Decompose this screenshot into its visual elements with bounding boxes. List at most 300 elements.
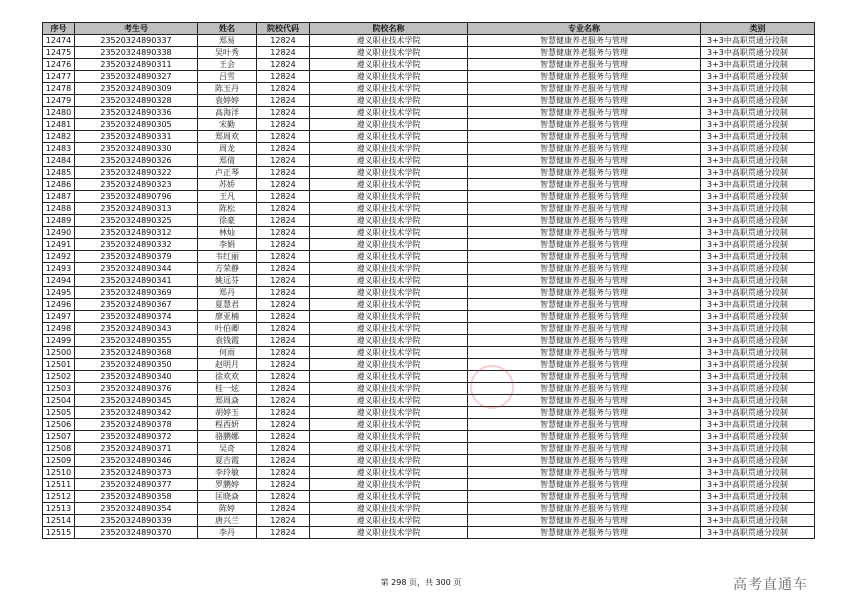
cell-major-name: 智慧健康养老服务与管理 (468, 59, 701, 71)
cell-category: 3+3中高职贯通分段制 (701, 275, 815, 287)
cell-major-name: 智慧健康养老服务与管理 (468, 527, 701, 539)
cell-index: 12489 (43, 215, 75, 227)
table-row (43, 47, 815, 59)
cell-exam-number: 23520324890338 (75, 47, 198, 59)
cell-major-name: 智慧健康养老服务与管理 (468, 251, 701, 263)
cell-major-name: 智慧健康养老服务与管理 (468, 419, 701, 431)
cell-index: 12478 (43, 83, 75, 95)
cell-index: 12474 (43, 35, 75, 47)
cell-name: 高海洋 (198, 107, 257, 119)
cell-name: 李娟 (198, 239, 257, 251)
cell-school-name: 遵义职业技术学院 (310, 131, 468, 143)
cell-index: 12501 (43, 359, 75, 371)
cell-school-code: 12824 (257, 35, 310, 47)
cell-exam-number: 23520324890344 (75, 263, 198, 275)
cell-category: 3+3中高职贯通分段制 (701, 263, 815, 275)
cell-category: 3+3中高职贯通分段制 (701, 359, 815, 371)
table-row (43, 443, 815, 455)
cell-school-name: 遵义职业技术学院 (310, 47, 468, 59)
cell-major-name: 智慧健康养老服务与管理 (468, 83, 701, 95)
cell-index: 12502 (43, 371, 75, 383)
cell-name: 骆鹏娜 (198, 431, 257, 443)
cell-name: 何雨 (198, 347, 257, 359)
cell-school-name: 遵义职业技术学院 (310, 383, 468, 395)
table-header (43, 23, 815, 35)
cell-name: 李丹 (198, 527, 257, 539)
cell-exam-number: 23520324890379 (75, 251, 198, 263)
cell-index: 12495 (43, 287, 75, 299)
cell-index: 12500 (43, 347, 75, 359)
cell-index: 12488 (43, 203, 75, 215)
cell-category: 3+3中高职贯通分段制 (701, 71, 815, 83)
cell-category: 3+3中高职贯通分段制 (701, 443, 815, 455)
table-row (43, 491, 815, 503)
cell-school-name: 遵义职业技术学院 (310, 311, 468, 323)
cell-exam-number: 23520324890336 (75, 107, 198, 119)
cell-name: 陈玉丹 (198, 83, 257, 95)
table-row (43, 71, 815, 83)
cell-exam-number: 23520324890345 (75, 395, 198, 407)
table-row (43, 131, 815, 143)
cell-school-code: 12824 (257, 179, 310, 191)
cell-index: 12487 (43, 191, 75, 203)
cell-school-code: 12824 (257, 503, 310, 515)
cell-name: 郑丹 (198, 287, 257, 299)
cell-school-name: 遵义职业技术学院 (310, 83, 468, 95)
cell-category: 3+3中高职贯通分段制 (701, 239, 815, 251)
watermark-seal-icon (470, 365, 514, 409)
cell-school-name: 遵义职业技术学院 (310, 203, 468, 215)
cell-exam-number: 23520324890371 (75, 443, 198, 455)
cell-name: 林灿 (198, 227, 257, 239)
cell-school-code: 12824 (257, 119, 310, 131)
cell-exam-number: 23520324890346 (75, 455, 198, 467)
header-school-name: 院校名称 (310, 23, 468, 35)
cell-name: 郑周焱 (198, 395, 257, 407)
cell-index: 12485 (43, 167, 75, 179)
cell-exam-number: 23520324890328 (75, 95, 198, 107)
cell-name: 桂一炫 (198, 383, 257, 395)
cell-category: 3+3中高职贯通分段制 (701, 419, 815, 431)
cell-name: 匡晓焱 (198, 491, 257, 503)
cell-index: 12475 (43, 47, 75, 59)
cell-index: 12486 (43, 179, 75, 191)
cell-school-name: 遵义职业技术学院 (310, 431, 468, 443)
cell-category: 3+3中高职贯通分段制 (701, 227, 815, 239)
cell-school-name: 遵义职业技术学院 (310, 119, 468, 131)
cell-school-code: 12824 (257, 395, 310, 407)
cell-exam-number: 23520324890332 (75, 239, 198, 251)
cell-major-name: 智慧健康养老服务与管理 (468, 371, 701, 383)
cell-school-code: 12824 (257, 167, 310, 179)
table-row (43, 263, 815, 275)
cell-major-name: 智慧健康养老服务与管理 (468, 107, 701, 119)
cell-index: 12498 (43, 323, 75, 335)
cell-exam-number: 23520324890311 (75, 59, 198, 71)
cell-major-name: 智慧健康养老服务与管理 (468, 311, 701, 323)
cell-index: 12514 (43, 515, 75, 527)
cell-school-code: 12824 (257, 203, 310, 215)
cell-school-code: 12824 (257, 275, 310, 287)
table-row (43, 59, 815, 71)
cell-category: 3+3中高职贯通分段制 (701, 431, 815, 443)
cell-category: 3+3中高职贯通分段制 (701, 167, 815, 179)
cell-school-code: 12824 (257, 47, 310, 59)
table-row (43, 203, 815, 215)
cell-category: 3+3中高职贯通分段制 (701, 299, 815, 311)
cell-category: 3+3中高职贯通分段制 (701, 383, 815, 395)
cell-major-name: 智慧健康养老服务与管理 (468, 515, 701, 527)
cell-name: 方荣静 (198, 263, 257, 275)
table-row (43, 251, 815, 263)
cell-school-name: 遵义职业技术学院 (310, 479, 468, 491)
table-row (43, 431, 815, 443)
cell-index: 12494 (43, 275, 75, 287)
cell-school-name: 遵义职业技术学院 (310, 143, 468, 155)
cell-major-name: 智慧健康养老服务与管理 (468, 215, 701, 227)
cell-index: 12491 (43, 239, 75, 251)
cell-school-name: 遵义职业技术学院 (310, 323, 468, 335)
admission-list-table (42, 22, 815, 539)
cell-exam-number: 23520324890354 (75, 503, 198, 515)
cell-exam-number: 23520324890313 (75, 203, 198, 215)
cell-school-name: 遵义职业技术学院 (310, 215, 468, 227)
table-row (43, 323, 815, 335)
cell-exam-number: 23520324890367 (75, 299, 198, 311)
cell-major-name: 智慧健康养老服务与管理 (468, 491, 701, 503)
cell-school-name: 遵义职业技术学院 (310, 347, 468, 359)
brand-logo-text: 高考直通车 (733, 577, 808, 593)
cell-exam-number: 23520324890327 (75, 71, 198, 83)
header-index: 序号 (43, 23, 75, 35)
table-row (43, 35, 815, 47)
cell-school-code: 12824 (257, 59, 310, 71)
cell-category: 3+3中高职贯通分段制 (701, 479, 815, 491)
table-row (43, 347, 815, 359)
cell-index: 12503 (43, 383, 75, 395)
cell-exam-number: 23520324890374 (75, 311, 198, 323)
cell-name: 郑倩 (198, 155, 257, 167)
cell-category: 3+3中高职贯通分段制 (701, 455, 815, 467)
cell-name: 吴奇 (198, 443, 257, 455)
cell-index: 12493 (43, 263, 75, 275)
cell-category: 3+3中高职贯通分段制 (701, 35, 815, 47)
cell-school-name: 遵义职业技术学院 (310, 395, 468, 407)
cell-name: 苏娇 (198, 179, 257, 191)
cell-major-name: 智慧健康养老服务与管理 (468, 71, 701, 83)
cell-category: 3+3中高职贯通分段制 (701, 491, 815, 503)
cell-exam-number: 23520324890342 (75, 407, 198, 419)
cell-exam-number: 23520324890355 (75, 335, 198, 347)
cell-category: 3+3中高职贯通分段制 (701, 155, 815, 167)
cell-school-code: 12824 (257, 467, 310, 479)
cell-exam-number: 23520324890796 (75, 191, 198, 203)
cell-school-code: 12824 (257, 527, 310, 539)
cell-exam-number: 23520324890350 (75, 359, 198, 371)
cell-name: 卢正琴 (198, 167, 257, 179)
cell-index: 12509 (43, 455, 75, 467)
cell-major-name: 智慧健康养老服务与管理 (468, 275, 701, 287)
cell-name: 宋勤 (198, 119, 257, 131)
cell-category: 3+3中高职贯通分段制 (701, 119, 815, 131)
cell-major-name: 智慧健康养老服务与管理 (468, 167, 701, 179)
cell-major-name: 智慧健康养老服务与管理 (468, 191, 701, 203)
cell-category: 3+3中高职贯通分段制 (701, 95, 815, 107)
cell-major-name: 智慧健康养老服务与管理 (468, 455, 701, 467)
cell-school-name: 遵义职业技术学院 (310, 407, 468, 419)
cell-index: 12476 (43, 59, 75, 71)
cell-major-name: 智慧健康养老服务与管理 (468, 203, 701, 215)
cell-school-name: 遵义职业技术学院 (310, 59, 468, 71)
cell-major-name: 智慧健康养老服务与管理 (468, 347, 701, 359)
table-row (43, 83, 815, 95)
table-body (43, 35, 815, 539)
cell-index: 12490 (43, 227, 75, 239)
cell-name: 罗鹏婷 (198, 479, 257, 491)
cell-index: 12510 (43, 467, 75, 479)
cell-index: 12513 (43, 503, 75, 515)
cell-category: 3+3中高职贯通分段制 (701, 131, 815, 143)
cell-school-code: 12824 (257, 311, 310, 323)
cell-index: 12497 (43, 311, 75, 323)
cell-exam-number: 23520324890343 (75, 323, 198, 335)
cell-index: 12482 (43, 131, 75, 143)
cell-category: 3+3中高职贯通分段制 (701, 251, 815, 263)
cell-category: 3+3中高职贯通分段制 (701, 143, 815, 155)
header-name: 姓名 (198, 23, 257, 35)
cell-major-name: 智慧健康养老服务与管理 (468, 155, 701, 167)
table-row (43, 167, 815, 179)
cell-major-name: 智慧健康养老服务与管理 (468, 143, 701, 155)
table-row (43, 407, 815, 419)
cell-exam-number: 23520324890372 (75, 431, 198, 443)
cell-major-name: 智慧健康养老服务与管理 (468, 179, 701, 191)
table-row (43, 287, 815, 299)
header-category: 类别 (701, 23, 815, 35)
cell-school-name: 遵义职业技术学院 (310, 179, 468, 191)
cell-index: 12505 (43, 407, 75, 419)
cell-school-code: 12824 (257, 371, 310, 383)
cell-exam-number: 23520324890322 (75, 167, 198, 179)
header-exam-number: 考生号 (75, 23, 198, 35)
cell-school-code: 12824 (257, 515, 310, 527)
cell-name: 赵明月 (198, 359, 257, 371)
cell-school-code: 12824 (257, 83, 310, 95)
cell-exam-number: 23520324890305 (75, 119, 198, 131)
header-school-code: 院校代码 (257, 23, 310, 35)
cell-index: 12506 (43, 419, 75, 431)
cell-school-name: 遵义职业技术学院 (310, 455, 468, 467)
cell-school-name: 遵义职业技术学院 (310, 251, 468, 263)
cell-school-code: 12824 (257, 107, 310, 119)
cell-school-code: 12824 (257, 407, 310, 419)
table-row (43, 515, 815, 527)
cell-school-name: 遵义职业技术学院 (310, 419, 468, 431)
cell-school-code: 12824 (257, 227, 310, 239)
cell-school-code: 12824 (257, 251, 310, 263)
table-row (43, 191, 815, 203)
cell-index: 12507 (43, 431, 75, 443)
cell-name: 袁钱霞 (198, 335, 257, 347)
cell-school-code: 12824 (257, 491, 310, 503)
table-row (43, 503, 815, 515)
cell-name: 陈松 (198, 203, 257, 215)
cell-major-name: 智慧健康养老服务与管理 (468, 263, 701, 275)
cell-name: 郑周欢 (198, 131, 257, 143)
cell-school-code: 12824 (257, 383, 310, 395)
cell-school-name: 遵义职业技术学院 (310, 467, 468, 479)
cell-category: 3+3中高职贯通分段制 (701, 203, 815, 215)
table-row (43, 215, 815, 227)
cell-index: 12511 (43, 479, 75, 491)
cell-school-code: 12824 (257, 419, 310, 431)
cell-category: 3+3中高职贯通分段制 (701, 335, 815, 347)
cell-school-code: 12824 (257, 287, 310, 299)
table-row (43, 479, 815, 491)
cell-school-name: 遵义职业技术学院 (310, 299, 468, 311)
cell-name: 吕雪 (198, 71, 257, 83)
cell-name: 胡婷玉 (198, 407, 257, 419)
cell-exam-number: 23520324890339 (75, 515, 198, 527)
cell-major-name: 智慧健康养老服务与管理 (468, 323, 701, 335)
cell-name: 陈婷 (198, 503, 257, 515)
cell-school-code: 12824 (257, 299, 310, 311)
cell-major-name: 智慧健康养老服务与管理 (468, 131, 701, 143)
cell-school-code: 12824 (257, 215, 310, 227)
cell-exam-number: 23520324890341 (75, 275, 198, 287)
cell-school-code: 12824 (257, 191, 310, 203)
cell-name: 韦红丽 (198, 251, 257, 263)
cell-name: 王凡 (198, 191, 257, 203)
table-row (43, 311, 815, 323)
cell-name: 廖亚楠 (198, 311, 257, 323)
table-row (43, 155, 815, 167)
cell-school-code: 12824 (257, 479, 310, 491)
cell-category: 3+3中高职贯通分段制 (701, 503, 815, 515)
cell-name: 夏慧君 (198, 299, 257, 311)
cell-name: 李玲敏 (198, 467, 257, 479)
table-row (43, 119, 815, 131)
cell-major-name: 智慧健康养老服务与管理 (468, 35, 701, 47)
cell-school-code: 12824 (257, 131, 310, 143)
table-row (43, 383, 815, 395)
cell-school-name: 遵义职业技术学院 (310, 95, 468, 107)
cell-index: 12480 (43, 107, 75, 119)
cell-category: 3+3中高职贯通分段制 (701, 287, 815, 299)
table-row (43, 227, 815, 239)
cell-school-code: 12824 (257, 455, 310, 467)
cell-category: 3+3中高职贯通分段制 (701, 83, 815, 95)
cell-exam-number: 23520324890331 (75, 131, 198, 143)
cell-school-code: 12824 (257, 155, 310, 167)
cell-school-name: 遵义职业技术学院 (310, 107, 468, 119)
table-row (43, 275, 815, 287)
table-row (43, 527, 815, 539)
cell-name: 吴叶秀 (198, 47, 257, 59)
cell-exam-number: 23520324890309 (75, 83, 198, 95)
cell-major-name: 智慧健康养老服务与管理 (468, 443, 701, 455)
table-row (43, 299, 815, 311)
cell-school-code: 12824 (257, 263, 310, 275)
table-row (43, 335, 815, 347)
cell-exam-number: 23520324890370 (75, 527, 198, 539)
cell-category: 3+3中高职贯通分段制 (701, 191, 815, 203)
cell-index: 12484 (43, 155, 75, 167)
cell-major-name: 智慧健康养老服务与管理 (468, 47, 701, 59)
cell-major-name: 智慧健康养老服务与管理 (468, 467, 701, 479)
cell-name: 袁婷婷 (198, 95, 257, 107)
cell-school-code: 12824 (257, 239, 310, 251)
cell-exam-number: 23520324890340 (75, 371, 198, 383)
cell-index: 12512 (43, 491, 75, 503)
cell-school-name: 遵义职业技术学院 (310, 503, 468, 515)
cell-school-code: 12824 (257, 347, 310, 359)
cell-category: 3+3中高职贯通分段制 (701, 347, 815, 359)
cell-school-name: 遵义职业技术学院 (310, 167, 468, 179)
table-row (43, 179, 815, 191)
cell-name: 程西妍 (198, 419, 257, 431)
cell-school-name: 遵义职业技术学院 (310, 491, 468, 503)
cell-major-name: 智慧健康养老服务与管理 (468, 287, 701, 299)
cell-school-name: 遵义职业技术学院 (310, 371, 468, 383)
cell-major-name: 智慧健康养老服务与管理 (468, 431, 701, 443)
cell-exam-number: 23520324890368 (75, 347, 198, 359)
cell-index: 12515 (43, 527, 75, 539)
cell-school-code: 12824 (257, 431, 310, 443)
cell-index: 12479 (43, 95, 75, 107)
cell-index: 12483 (43, 143, 75, 155)
cell-category: 3+3中高职贯通分段制 (701, 59, 815, 71)
cell-name: 周龙 (198, 143, 257, 155)
cell-school-name: 遵义职业技术学院 (310, 359, 468, 371)
cell-school-code: 12824 (257, 95, 310, 107)
cell-major-name: 智慧健康养老服务与管理 (468, 335, 701, 347)
cell-category: 3+3中高职贯通分段制 (701, 371, 815, 383)
cell-exam-number: 23520324890369 (75, 287, 198, 299)
cell-category: 3+3中高职贯通分段制 (701, 467, 815, 479)
cell-school-name: 遵义职业技术学院 (310, 155, 468, 167)
cell-index: 12492 (43, 251, 75, 263)
cell-major-name: 智慧健康养老服务与管理 (468, 395, 701, 407)
table-row (43, 419, 815, 431)
cell-index: 12504 (43, 395, 75, 407)
cell-school-name: 遵义职业技术学院 (310, 71, 468, 83)
cell-major-name: 智慧健康养老服务与管理 (468, 479, 701, 491)
cell-category: 3+3中高职贯通分段制 (701, 47, 815, 59)
cell-name: 叶伯卿 (198, 323, 257, 335)
cell-exam-number: 23520324890337 (75, 35, 198, 47)
cell-school-code: 12824 (257, 443, 310, 455)
table-row (43, 239, 815, 251)
table-row (43, 95, 815, 107)
cell-exam-number: 23520324890325 (75, 215, 198, 227)
table-row (43, 143, 815, 155)
cell-school-name: 遵义职业技术学院 (310, 443, 468, 455)
cell-category: 3+3中高职贯通分段制 (701, 527, 815, 539)
cell-exam-number: 23520324890330 (75, 143, 198, 155)
header-major-name: 专业名称 (468, 23, 701, 35)
page-footer: 第 298 页，共 300 页 (380, 578, 462, 587)
cell-category: 3+3中高职贯通分段制 (701, 215, 815, 227)
cell-index: 12477 (43, 71, 75, 83)
cell-exam-number: 23520324890373 (75, 467, 198, 479)
cell-major-name: 智慧健康养老服务与管理 (468, 383, 701, 395)
cell-name: 姚远芬 (198, 275, 257, 287)
cell-category: 3+3中高职贯通分段制 (701, 395, 815, 407)
cell-index: 12496 (43, 299, 75, 311)
cell-school-name: 遵义职业技术学院 (310, 239, 468, 251)
cell-name: 郑易 (198, 35, 257, 47)
